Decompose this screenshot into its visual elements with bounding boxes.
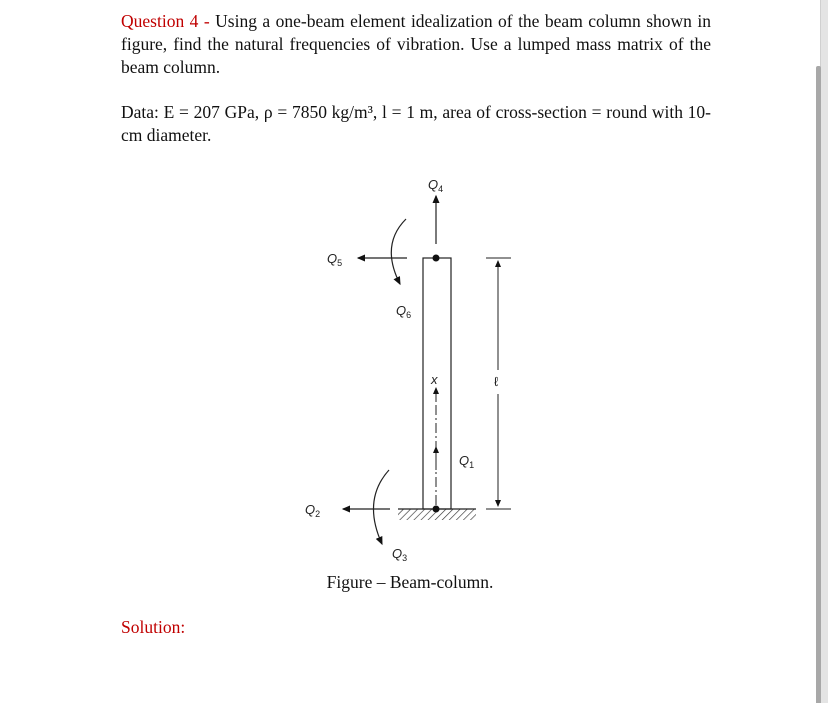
length-label: ℓ bbox=[494, 374, 499, 389]
question-label: Question 4 - bbox=[121, 11, 210, 31]
figure-caption-text: Figure – Beam-column. bbox=[326, 572, 494, 592]
q1-label: $Q_1$ bbox=[459, 453, 475, 470]
data-paragraph: Data: E = 207 GPa, ρ = 7850 kg/m³, l = 1 m, area of cross-section = round with 10-cm diameter. bbox=[121, 102, 711, 145]
q3-label: $Q_3$ bbox=[392, 546, 408, 563]
top-node bbox=[433, 255, 440, 262]
bottom-node bbox=[433, 506, 440, 513]
question-text: Using a one-beam element idealization of the beam column shown in figure, find the natural frequencies of vibration. Use a lumped mass matrix of the beam column. bbox=[121, 11, 711, 77]
solution-label: Solution: bbox=[121, 617, 186, 637]
q3-moment-arrow bbox=[373, 470, 389, 544]
figure-caption bbox=[0, 572, 828, 593]
q4-label: $Q_4$ bbox=[428, 177, 444, 194]
q6-moment-arrow bbox=[391, 219, 406, 284]
q2-label: $Q_2$ bbox=[305, 502, 321, 519]
q6-label: $Q_6$ bbox=[396, 303, 412, 320]
x-label: x bbox=[431, 372, 438, 387]
q5-label: $Q_5$ bbox=[327, 251, 343, 268]
